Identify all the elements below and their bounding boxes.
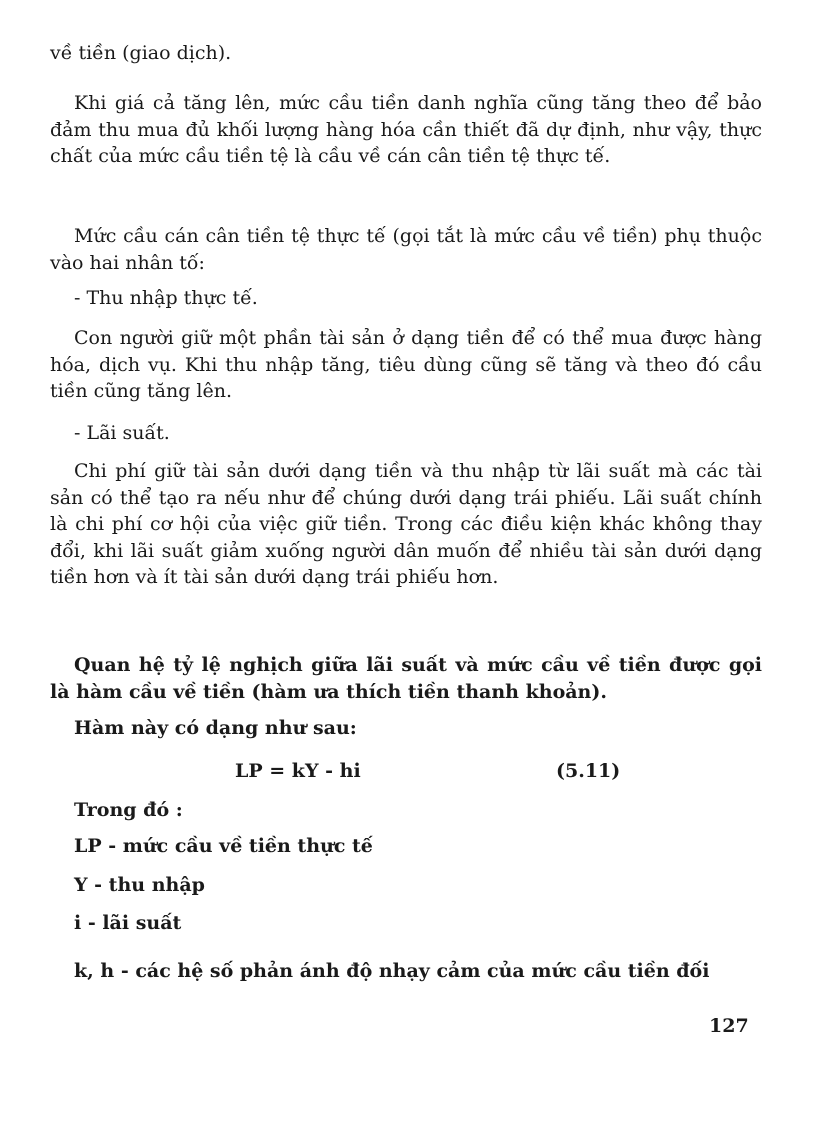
definition-i: i - lãi suất xyxy=(74,912,182,934)
formula-expression: LP = kY - hi xyxy=(235,760,361,782)
list-item-interest-rate: - Lãi suất. xyxy=(74,422,170,444)
equation-number: (5.11) xyxy=(556,760,621,782)
paragraph-function-form: Hàm này có dạng như sau: xyxy=(74,717,357,739)
page-number: 127 xyxy=(709,1015,749,1037)
paragraph-continuation: về tiền (giao dịch). xyxy=(50,42,232,64)
definition-y: Y - thu nhập xyxy=(74,874,205,896)
definition-k-h: k, h - các hệ số phản ánh độ nhạy cảm của mức cầu tiền đối xyxy=(74,960,710,982)
paragraph-income-explanation: Con người giữ một phần tài sản ở dạng tiền để có thể mua được hàng hóa, dịch vụ. Khi thu nhập tăng, tiêu dùng cũng sẽ tăng và theo đó cầu tiền cũng tăng lên. xyxy=(50,327,762,402)
paragraph-real-money-demand: Mức cầu cán cân tiền tệ thực tế (gọi tắt là mức cầu về tiền) phụ thuộc vào hai nhân tố: xyxy=(50,225,762,274)
paragraph-interest-explanation: Chi phí giữ tài sản dưới dạng tiền và thu nhập từ lãi suất mà các tài sản có thể tạo ra nếu như để chúng dưới dạng trái phiếu. Lãi suất chính là chi phí cơ hội của việc giữ tiền. Trong các điều kiện khác không thay đổi, khi lãi suất giảm xuống người dân muốn để nhiều tài sản dưới dạng tiền hơn và ít tài sản dưới dạng trái phiếu hơn. xyxy=(50,460,762,588)
paragraph-price-increase: Khi giá cả tăng lên, mức cầu tiền danh nghĩa cũng tăng theo để bảo đảm thu mua đủ khối lượng hàng hóa cần thiết đã dự định, như vậy, thực chất của mức cầu tiền tệ là cầu về cán cân tiền tệ thực tế. xyxy=(50,92,762,167)
list-item-real-income: - Thu nhập thực tế. xyxy=(74,287,258,309)
paragraph-money-demand-function: Quan hệ tỷ lệ nghịch giữa lãi suất và mức cầu về tiền được gọi là hàm cầu về tiền (hàm ưa thích tiền thanh khoản). xyxy=(50,654,762,703)
definition-lp: LP - mức cầu về tiền thực tế xyxy=(74,835,373,857)
formula-line xyxy=(0,760,816,790)
where-label: Trong đó : xyxy=(74,799,183,821)
